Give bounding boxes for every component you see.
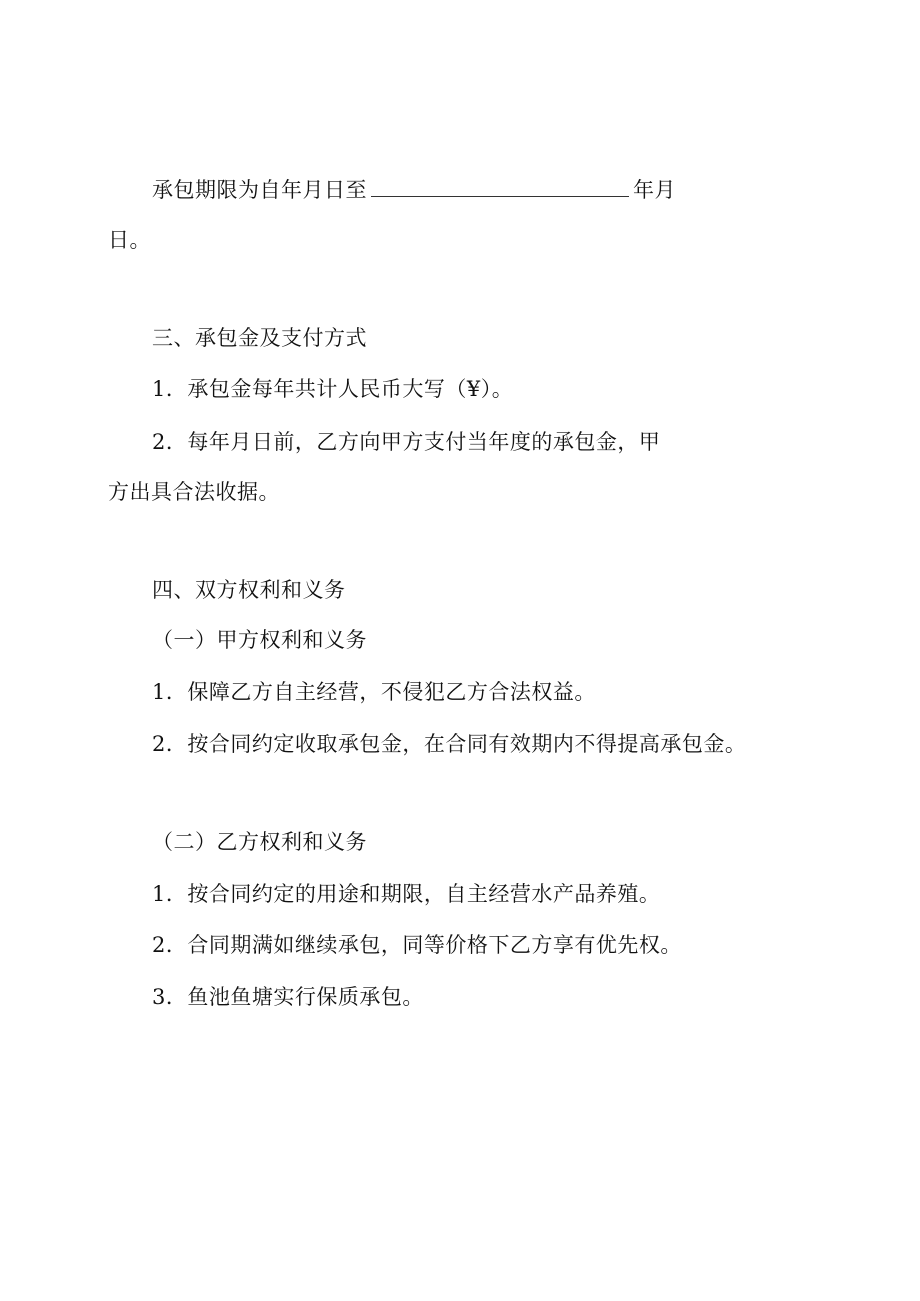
term-line <box>152 175 676 205</box>
term-suffix: 年月 <box>633 178 676 202</box>
section3-heading: 三、承包金及支付方式 <box>152 326 367 350</box>
party-b-item-3: 3．鱼池鱼塘实行保质承包。 <box>152 985 424 1009</box>
section3-item-1: 1．承包金每年共计人民币大写（¥）。 <box>152 377 514 401</box>
section3-item-2-line-1: 2．每年月日前，乙方向甲方支付当年度的承包金，甲 <box>152 430 661 454</box>
term-prefix: 承包期限为自年月日至 <box>152 178 367 202</box>
term-continuation: 日。 <box>108 228 151 252</box>
party-b-item-2: 2．合同期满如继续承包，同等价格下乙方享有优先权。 <box>152 933 682 957</box>
party-a-item-1: 1．保障乙方自主经营，不侵犯乙方合法权益。 <box>152 680 596 704</box>
section3-item-2-line-2: 方出具合法收据。 <box>108 480 280 504</box>
party-b-item-1: 1．按合同约定的用途和期限，自主经营水产品养殖。 <box>152 882 661 906</box>
section4-heading: 四、双方权利和义务 <box>152 578 346 602</box>
party-a-item-2: 2．按合同约定收取承包金，在合同有效期内不得提高承包金。 <box>152 732 747 756</box>
party-b-heading: （二）乙方权利和义务 <box>152 830 367 854</box>
term-blank-underline <box>371 176 629 197</box>
party-a-heading: （一）甲方权利和义务 <box>152 628 367 652</box>
